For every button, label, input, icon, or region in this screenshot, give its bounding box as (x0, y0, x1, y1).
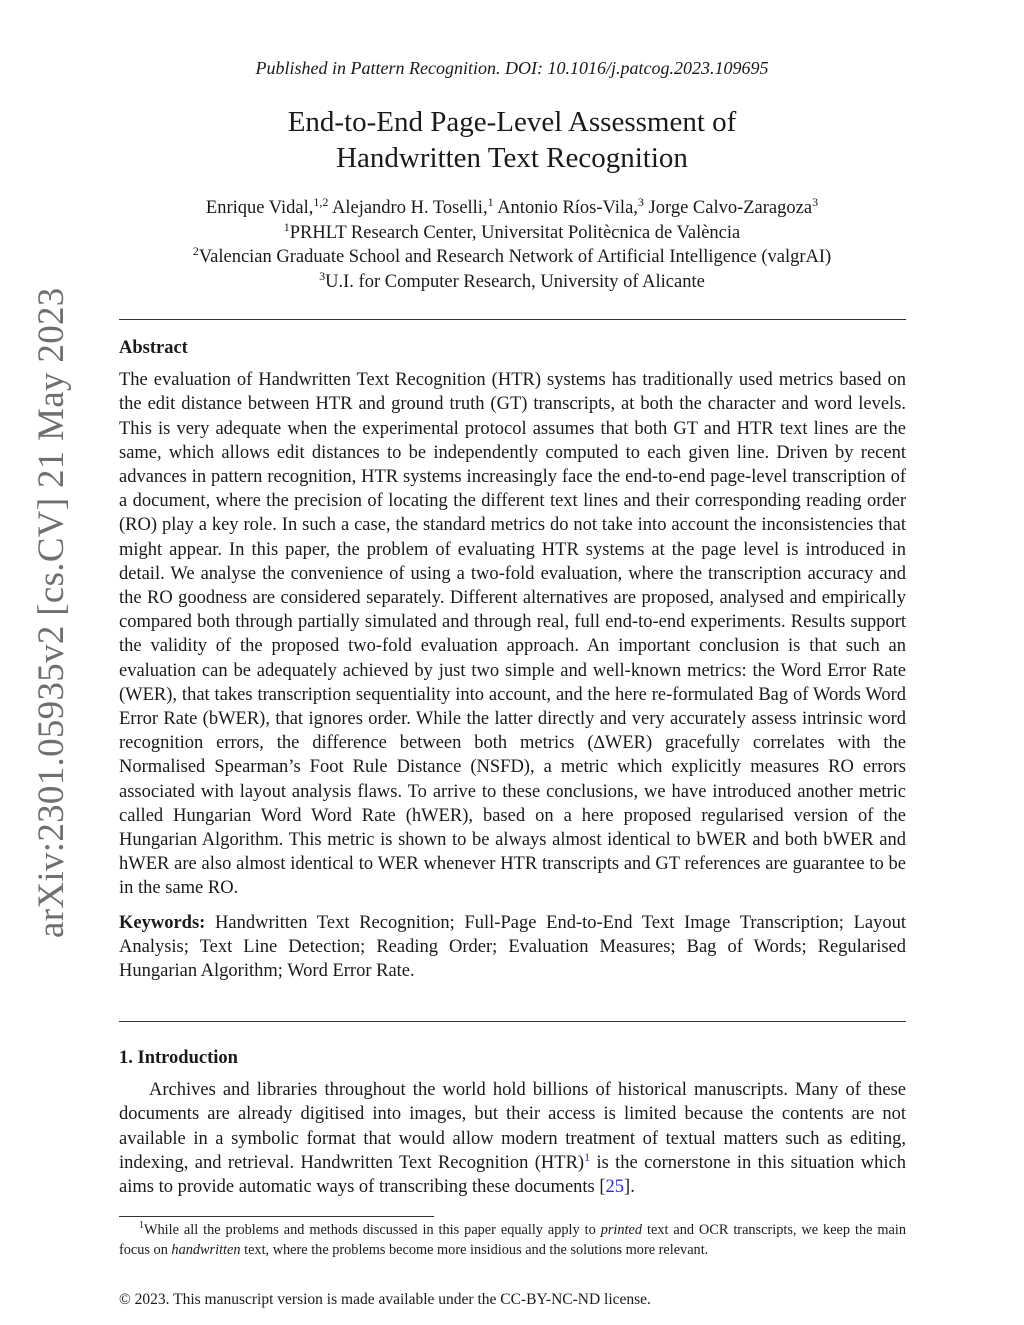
abstract-section (119, 336, 906, 983)
affiliation-line (0, 245, 1024, 270)
keywords-text: Handwritten Text Recognition; Full-Page End-to-End Text Image Transcription; Layout Analysis; Text Line Detection; Reading Order; Evaluation Measures; Bag of Words; Regularised Hungarian Algorithm; Word Error Rate. (119, 912, 907, 982)
author-affiliation-mark: 3 (637, 194, 644, 209)
keywords (119, 911, 906, 984)
intro-text-part1: Archives and libraries throughout the world hold billions of historical manuscripts. Many of these documents are already digitised into images, but their access is limited because the contents are not available in a symbolic format that would allow modern treatment of textual matters such as editing, indexing, and retrieval. Handwritten Text Recognition (HTR) (119, 1080, 906, 1173)
footnote-text-part1: While all the problems and methods discussed in this paper equally apply to (144, 1222, 601, 1238)
footnote-emphasis-handwritten: handwritten (171, 1241, 241, 1258)
title-line-1: End-to-End Page-Level Assessment of (287, 106, 737, 138)
abstract-bottom-rule (119, 1021, 906, 1022)
author-list (0, 196, 1024, 221)
keywords-label: Keywords: (119, 912, 206, 933)
abstract-text: The evaluation of Handwritten Text Recognition (HTR) systems has traditionally used metrics based on the edit distance between HTR and ground truth (GT) transcripts, at both the character and word levels. This is very adequate when the experimental protocol assumes that both GT and HTR text lines are the same, which allows edit distances to be independently computed to each given line. Driven by recent advances in pattern recognition, HTR systems increasingly face the end-to-end page-level transcription of a document, where the precision of locating the different text lines and their corresponding reading order (RO) play a key role. In such a case, the standard metrics do not take into account the inconsistencies that might appear. In this paper, the problem of evaluating HTR systems at the page level is introduced in detail. We analyse the convenience of using a two-fold evaluation, where the transcription accuracy and the RO goodness are considered separately. Different alternatives are proposed, analysed and empirically compared both through partially simulated and through real, full end-to-end experiments. Results support the validity of the proposed two-fold evaluation approach. An important conclusion is that such an evaluation can be adequately achieved by just two simple and well-known metrics: the Word Error Rate (WER), that takes transcription sequentiality into account, and the here re-formulated Bag of Words Word Error Rate (bWER), that ignores order. While the latter directly and very accurately assess intrinsic word recognition errors, the difference between both metrics (∆WER) gracefully correlates with the Normalised Spearman’s Foot Rule Distance (NSFD), a metric which explicitly measures RO errors associated with layout analysis flaws. To arrive to these conclusions, we have introduced another metric called Hungarian Word Word Rate (hWER), based on a here proposed regularised version of the Hungarian Algorithm. This metric is shown to be always almost identical to bWER and both bWER and hWER are also almost identical to WER whenever HTR transcripts and GT references are guarantee to be in the same RO. (119, 370, 906, 899)
footnote-text-part2: text and OCR transcripts, we keep the main focus on (119, 1222, 906, 1258)
footnote-link[interactable]: 1 (584, 1149, 591, 1164)
affiliation-text: U.I. for Computer Research, University of Alicante (325, 271, 705, 292)
affiliation-text: Valencian Graduate School and Research Network of Artificial Intelligence (valgrAI) (198, 247, 832, 267)
author-affiliation-mark: 3 (812, 194, 819, 209)
affiliation-number: 1 (283, 219, 290, 234)
citation-link[interactable]: 25 (605, 1177, 625, 1198)
author-name: Antonio Ríos-Vila, (497, 198, 638, 218)
footnote-text-part3: text, where the problems become more insidious and the solutions more relevant. (240, 1241, 709, 1258)
affiliation-text: PRHLT Research Center, Universitat Politècnica de València (289, 222, 741, 243)
affiliation-line (0, 221, 1024, 246)
title-line-2: Handwritten Text Recognition (336, 142, 688, 174)
arxiv-sidebar-stamp: arXiv:2301.05935v2 [cs.CV] 21 May 2023 (31, 287, 72, 938)
footnote-emphasis-printed: printed (600, 1222, 643, 1238)
affiliation-number: 3 (319, 268, 326, 283)
publication-note: Published in Pattern Recognition. DOI: 10.1016/j.patcog.2023.109695 (255, 58, 769, 78)
intro-text-end: ]. (624, 1177, 635, 1198)
footnote (119, 1221, 906, 1260)
footnote-mark: 1 (139, 1220, 144, 1232)
introduction-section (119, 1046, 906, 1199)
affiliation-number: 2 (192, 243, 199, 258)
author-affiliation-mark: 1,2 (313, 194, 329, 209)
introduction-paragraph (119, 1078, 906, 1199)
author-affiliation-mark: 1 (487, 194, 494, 209)
affiliation-line (0, 270, 1024, 295)
author-block (0, 196, 1024, 294)
footnote-rule (119, 1216, 434, 1217)
license-notice: © 2023. This manuscript version is made available under the CC-BY-NC-ND license. (119, 1291, 651, 1308)
author-name: Alejandro H. Toselli, (331, 198, 488, 218)
author-name: Enrique Vidal, (205, 198, 314, 218)
section-heading-introduction: 1. Introduction (119, 1048, 238, 1068)
abstract-heading: Abstract (119, 338, 188, 358)
author-name: Jorge Calvo-Zaragoza (648, 198, 813, 218)
intro-text-part2: is the cornerstone in this situation which aims to provide automatic ways of transcribing these documents [ (119, 1152, 906, 1198)
paper-title (0, 104, 1024, 176)
abstract-top-rule (119, 319, 906, 320)
